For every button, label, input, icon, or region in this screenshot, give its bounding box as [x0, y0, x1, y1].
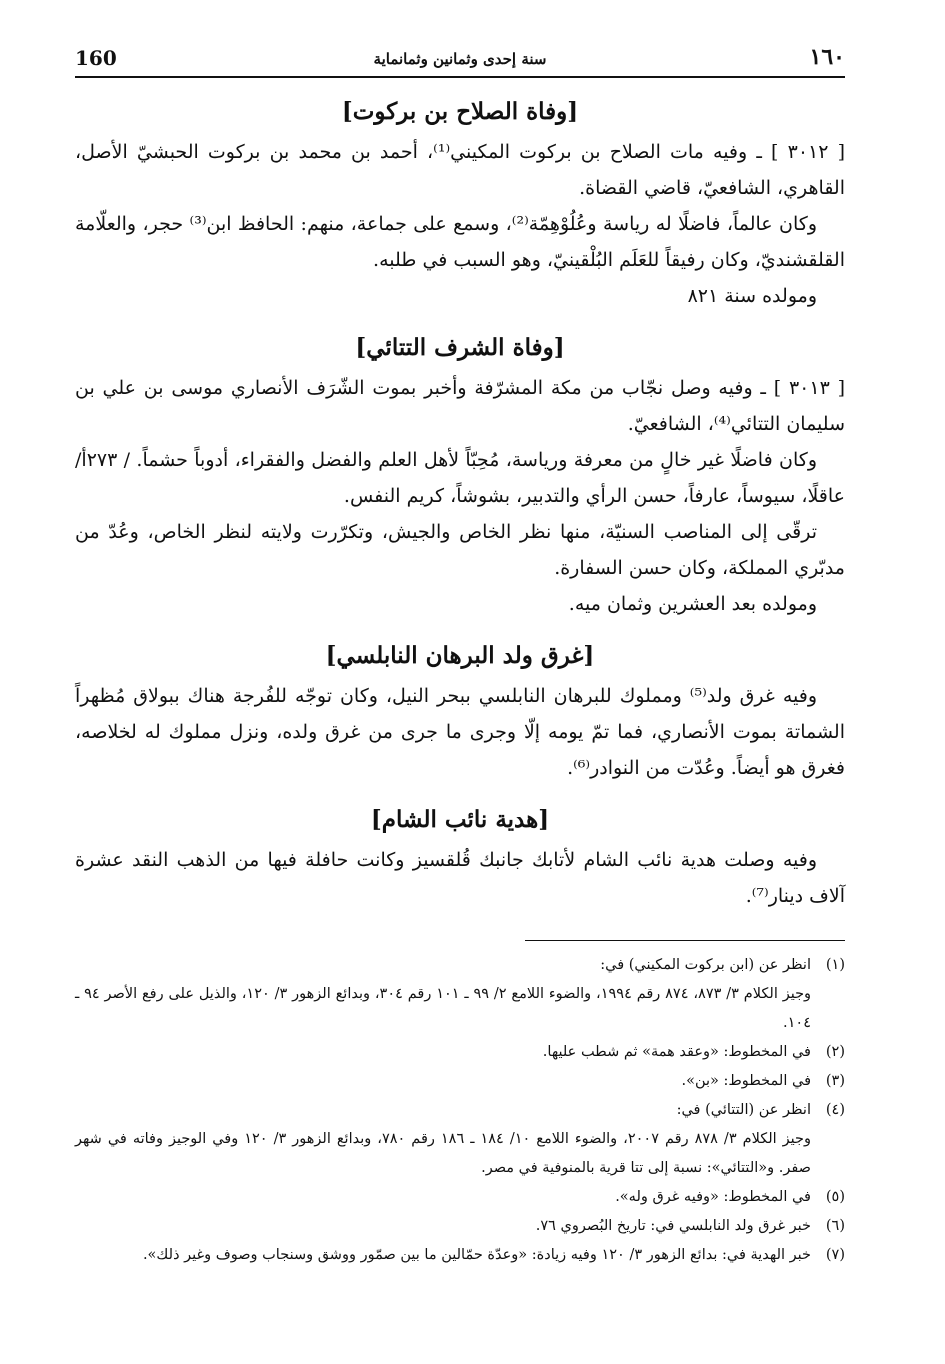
footnote-line: انظر عن (التتائي) في:	[676, 1102, 811, 1118]
footnote-line: في المخطوط: «وعقد همة» ثم شطب عليها.	[542, 1044, 811, 1060]
footnote	[75, 1241, 845, 1270]
page-number-latin: 160	[75, 46, 117, 70]
footnote-line: في المخطوط: «وفيه غرق وله».	[615, 1189, 811, 1205]
entry-paragraph: [ ٣٠١٣ ] ـ وفيه وصل نجّاب من مكة المشرّفة وأخبر بموت الشّرَف الأنصاري موسى بن علي بن سليمان التتائي⁽⁴⁾، الشافعيّ.	[75, 377, 845, 435]
footnote-number: (٦)	[825, 1218, 845, 1234]
footnote-number: (٢)	[825, 1044, 845, 1060]
section-heading: [غرق ولد البرهان النابلسي]	[325, 642, 595, 669]
footnote-line: وجيز الكلام ٣/ ٨٧٨ رقم ٢٠٠٧، والضوء اللامع ١٠/ ١٨٤ ـ ١٨٦ رقم ٧٨٠، وبدائع الزهور ٣/ ١٢٠ وفي الوجيز وفاته في شهر صفر. و«التتائي»: نسبة إلى تتا قرية بالمنوفية في مصر.	[75, 1131, 812, 1176]
footnote-line: انظر عن (ابن بركوت المكيني) في:	[600, 957, 811, 973]
footnotes	[75, 951, 845, 1270]
footnote	[75, 1067, 845, 1096]
main-text	[75, 92, 845, 914]
paragraph: ترقّى إلى المناصب السنيّة، منها نظر الخاص والجيش، وتكرّرت ولايته لنظر الخاص، وعُدّ من مدبّري المملكة، وكان حسن السفارة.	[75, 521, 845, 579]
footnote	[75, 1038, 845, 1067]
paragraph: وكان فاضلًا غير خالٍ من معرفة ورياسة، مُحِبّاً لأهل العلم والفضل والفقراء، أدوباً حشماً. / ٢٧٣أ/ عاقلًا، سيوساً، عارفاً، حسن الرأي والتدبير، بشوشاً، كريم النفس.	[75, 449, 845, 507]
page-header	[75, 40, 845, 78]
footnote-number: (١)	[825, 957, 845, 973]
footnote-line: خبر غرق ولد النابلسي في: تاريخ البُصروي ٧٦.	[535, 1218, 811, 1234]
footnote-number: (٥)	[825, 1189, 845, 1205]
paragraph: وفيه وصلت هدية نائب الشام لأتابك جانبك قُلقسيز وكانت حافلة فيها من الذهب النقد عشرة آلاف دينار⁽⁷⁾.	[75, 849, 845, 907]
paragraph: ومولده بعد العشرين وثمان ميه.	[568, 593, 817, 615]
paragraph: وفيه غرق ولد⁽⁵⁾ ومملوك للبرهان النابلسي ببحر النيل، وكان توجّه للفُرجة هناك ببولاق مُظهراً الشماتة بموت الأنصاري، فما تمّ يومه إلّا وجرى ما جرى من غرق ولده، ونزل مملوك له لخلاصه، فغرق هو أيضاً. وعُدّت من النوادر⁽⁶⁾.	[75, 685, 845, 779]
footnote	[75, 1212, 845, 1241]
footnote-line: خبر الهدية في: بدائع الزهور ٣/ ١٢٠ وفيه زيادة: «وعدّة حمّالين ما بين صمّور ووشق وسنجاب وصوف وغير ذلك».	[142, 1247, 811, 1263]
footnote-number: (٣)	[825, 1073, 845, 1089]
section-heading: [وفاة الصلاح بن بركوت]	[341, 98, 579, 125]
footnote-separator	[525, 940, 845, 941]
book-page	[75, 40, 845, 1340]
footnote-line: في المخطوط: «بن».	[681, 1073, 811, 1089]
section-heading: [وفاة الشرف التتائي]	[355, 334, 565, 361]
footnote-number: (٤)	[825, 1102, 845, 1118]
footnote-number: (٧)	[825, 1247, 845, 1263]
footnote	[75, 1183, 845, 1212]
section-heading: [هدية نائب الشام]	[370, 806, 550, 833]
footnote	[75, 1096, 845, 1183]
paragraph: ومولده سنة ٨٢١	[687, 285, 817, 307]
page-number-arabic: ١٦٠	[809, 44, 845, 70]
paragraph: وكان عالماً، فاضلًا له رياسة وعُلُوْهِمّة⁽²⁾، وسمع على جماعة، منهم: الحافظ ابن⁽³⁾ حجر، والعلّامة القلقشنديّ، وكان رفيقاً للعَلَم البُلْقينيّ، وهو السبب في طلبه.	[75, 213, 845, 271]
footnote-line: وجيز الكلام ٣/ ٨٧٣، ٨٧٤ رقم ١٩٩٤، والضوء اللامع ٢/ ٩٩ ـ ١٠١ رقم ٣٠٤، وبدائع الزهور ٣/ ١٢٠، والذيل على رفع الأصر ٩٤ ـ ١٠٤.	[75, 986, 812, 1031]
entry-paragraph: [ ٣٠١٢ ] ـ وفيه مات الصلاح بن بركوت المكيني⁽¹⁾، أحمد بن محمد بن بركوت الحبشيّ الأصل، القاهري، الشافعيّ، قاضي القضاة.	[75, 141, 845, 199]
running-title: سنة إحدى وثمانين وثمانماية	[373, 50, 547, 68]
footnote	[75, 951, 845, 1038]
